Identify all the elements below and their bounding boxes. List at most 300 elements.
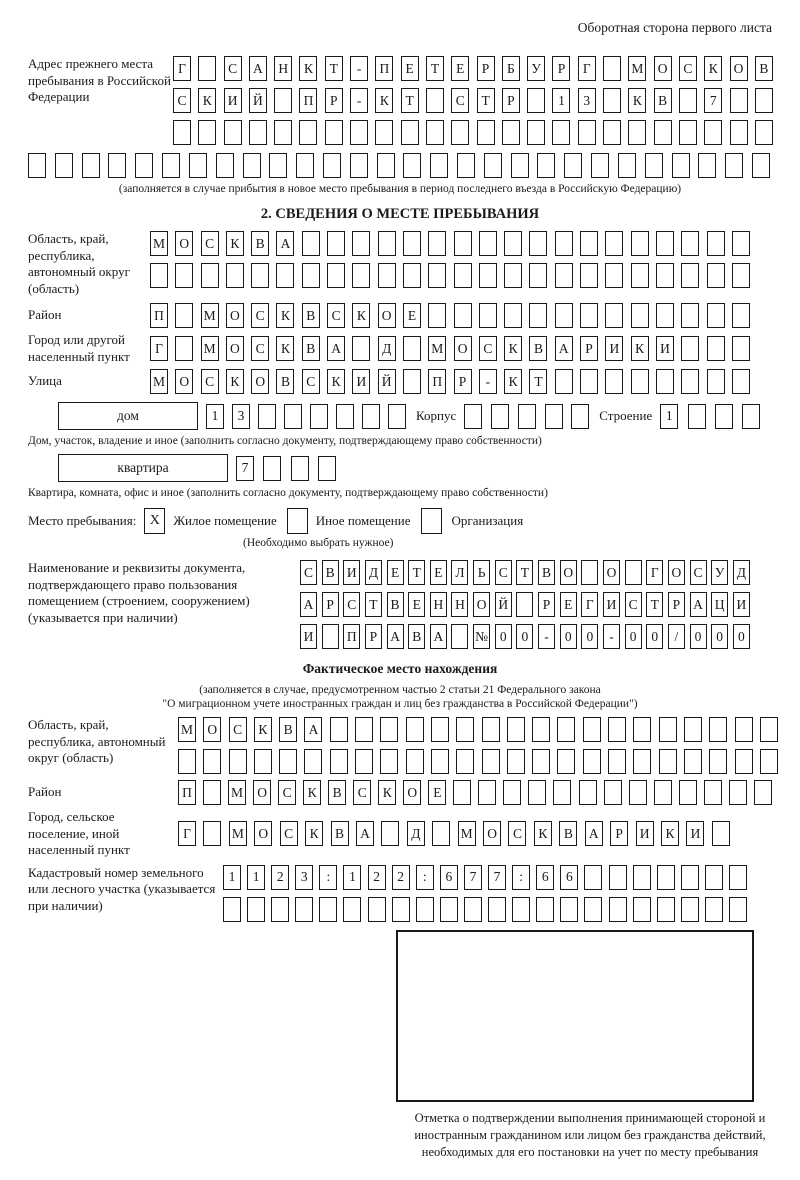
char-cell[interactable]: А <box>276 231 294 256</box>
char-cell[interactable] <box>681 263 699 288</box>
char-cell[interactable] <box>625 560 642 585</box>
char-cell[interactable] <box>189 153 207 178</box>
char-cell[interactable] <box>491 404 509 429</box>
char-cell[interactable]: В <box>538 560 555 585</box>
char-cell[interactable] <box>254 749 272 774</box>
char-cell[interactable] <box>388 404 406 429</box>
char-cell[interactable] <box>502 120 520 145</box>
char-cell[interactable] <box>299 120 317 145</box>
char-cell[interactable]: В <box>559 821 577 846</box>
char-cell[interactable]: К <box>661 821 679 846</box>
char-cell[interactable] <box>657 897 675 922</box>
char-cell[interactable]: 1 <box>343 865 361 890</box>
char-cell[interactable] <box>274 88 292 113</box>
char-cell[interactable] <box>216 153 234 178</box>
char-cell[interactable]: О <box>730 56 748 81</box>
char-cell[interactable] <box>684 717 702 742</box>
char-cell[interactable]: 3 <box>232 404 250 429</box>
char-cell[interactable]: С <box>280 821 298 846</box>
char-cell[interactable]: - <box>479 369 497 394</box>
char-cell[interactable] <box>226 263 244 288</box>
char-cell[interactable] <box>454 303 472 328</box>
char-cell[interactable] <box>426 120 444 145</box>
char-cell[interactable]: О <box>226 336 244 361</box>
char-cell[interactable]: / <box>668 624 685 649</box>
char-cell[interactable] <box>618 153 636 178</box>
char-cell[interactable] <box>672 153 690 178</box>
char-cell[interactable] <box>479 231 497 256</box>
char-cell[interactable]: Р <box>552 56 570 81</box>
char-cell[interactable]: Р <box>477 56 495 81</box>
char-cell[interactable]: К <box>504 336 522 361</box>
char-cell[interactable] <box>605 263 623 288</box>
char-cell[interactable] <box>681 231 699 256</box>
char-cell[interactable]: М <box>458 821 476 846</box>
char-cell[interactable] <box>380 717 398 742</box>
char-cell[interactable]: И <box>603 592 620 617</box>
char-cell[interactable] <box>681 897 699 922</box>
char-cell[interactable] <box>403 153 421 178</box>
char-cell[interactable] <box>323 153 341 178</box>
char-cell[interactable]: П <box>178 780 196 805</box>
char-cell[interactable] <box>684 749 702 774</box>
char-cell[interactable] <box>603 88 621 113</box>
char-cell[interactable] <box>291 456 309 481</box>
char-cell[interactable] <box>730 88 748 113</box>
char-cell[interactable]: У <box>711 560 728 585</box>
char-cell[interactable]: К <box>226 369 244 394</box>
char-cell[interactable]: 6 <box>440 865 458 890</box>
char-cell[interactable] <box>302 231 320 256</box>
char-cell[interactable] <box>431 717 449 742</box>
char-cell[interactable]: 0 <box>516 624 533 649</box>
char-cell[interactable] <box>431 749 449 774</box>
char-cell[interactable]: Й <box>249 88 267 113</box>
char-cell[interactable] <box>203 821 221 846</box>
char-cell[interactable] <box>175 336 193 361</box>
char-cell[interactable]: 0 <box>625 624 642 649</box>
char-cell[interactable] <box>681 336 699 361</box>
char-cell[interactable] <box>729 780 747 805</box>
char-cell[interactable] <box>279 749 297 774</box>
char-cell[interactable] <box>555 303 573 328</box>
char-cell[interactable] <box>355 717 373 742</box>
char-cell[interactable]: Г <box>646 560 663 585</box>
char-cell[interactable]: А <box>304 717 322 742</box>
char-cell[interactable] <box>362 404 380 429</box>
char-cell[interactable] <box>557 749 575 774</box>
char-cell[interactable]: М <box>628 56 646 81</box>
char-cell[interactable] <box>707 336 725 361</box>
char-cell[interactable]: В <box>387 592 404 617</box>
char-cell[interactable]: Т <box>646 592 663 617</box>
char-cell[interactable]: 0 <box>690 624 707 649</box>
char-cell[interactable]: С <box>278 780 296 805</box>
char-cell[interactable] <box>310 404 328 429</box>
char-cell[interactable] <box>426 88 444 113</box>
char-cell[interactable] <box>516 592 533 617</box>
char-cell[interactable] <box>135 153 153 178</box>
char-cell[interactable] <box>688 404 706 429</box>
char-cell[interactable]: Р <box>365 624 382 649</box>
char-cell[interactable]: В <box>529 336 547 361</box>
char-cell[interactable]: Г <box>578 56 596 81</box>
char-cell[interactable]: О <box>473 592 490 617</box>
char-cell[interactable] <box>555 231 573 256</box>
char-cell[interactable]: К <box>327 369 345 394</box>
char-cell[interactable] <box>645 153 663 178</box>
char-cell[interactable] <box>580 231 598 256</box>
char-cell[interactable] <box>82 153 100 178</box>
char-cell[interactable] <box>503 780 521 805</box>
char-cell[interactable]: Т <box>516 560 533 585</box>
char-cell[interactable] <box>732 303 750 328</box>
char-cell[interactable]: П <box>428 369 446 394</box>
char-cell[interactable]: С <box>479 336 497 361</box>
char-cell[interactable]: Г <box>150 336 168 361</box>
char-cell[interactable] <box>392 897 410 922</box>
char-cell[interactable] <box>430 153 448 178</box>
char-cell[interactable]: Д <box>407 821 425 846</box>
char-cell[interactable]: 2 <box>392 865 410 890</box>
char-cell[interactable] <box>555 263 573 288</box>
char-cell[interactable] <box>336 404 354 429</box>
char-cell[interactable] <box>555 369 573 394</box>
char-cell[interactable] <box>654 120 672 145</box>
char-cell[interactable] <box>732 231 750 256</box>
char-cell[interactable]: С <box>173 88 191 113</box>
char-cell[interactable] <box>553 780 571 805</box>
char-cell[interactable]: М <box>178 717 196 742</box>
char-cell[interactable] <box>529 303 547 328</box>
char-cell[interactable] <box>507 717 525 742</box>
char-cell[interactable] <box>752 153 770 178</box>
char-cell[interactable] <box>406 717 424 742</box>
char-cell[interactable] <box>28 153 46 178</box>
char-cell[interactable] <box>584 897 602 922</box>
char-cell[interactable]: К <box>628 88 646 113</box>
char-cell[interactable]: 1 <box>660 404 678 429</box>
char-cell[interactable] <box>681 303 699 328</box>
char-cell[interactable] <box>378 263 396 288</box>
char-cell[interactable]: 0 <box>711 624 728 649</box>
char-cell[interactable] <box>552 120 570 145</box>
char-cell[interactable] <box>528 780 546 805</box>
char-cell[interactable] <box>403 336 421 361</box>
char-cell[interactable]: Р <box>668 592 685 617</box>
char-cell[interactable]: С <box>302 369 320 394</box>
char-cell[interactable]: А <box>690 592 707 617</box>
char-cell[interactable]: - <box>603 624 620 649</box>
char-cell[interactable]: С <box>201 369 219 394</box>
char-cell[interactable]: М <box>150 231 168 256</box>
char-cell[interactable] <box>482 717 500 742</box>
char-cell[interactable] <box>318 456 336 481</box>
char-cell[interactable] <box>201 263 219 288</box>
char-cell[interactable] <box>330 717 348 742</box>
char-cell[interactable]: К <box>276 336 294 361</box>
char-cell[interactable] <box>432 821 450 846</box>
char-cell[interactable] <box>403 263 421 288</box>
char-cell[interactable]: Т <box>477 88 495 113</box>
char-cell[interactable] <box>403 369 421 394</box>
char-cell[interactable] <box>709 749 727 774</box>
char-cell[interactable] <box>352 231 370 256</box>
char-cell[interactable] <box>698 153 716 178</box>
char-cell[interactable] <box>512 897 530 922</box>
char-cell[interactable]: В <box>251 231 269 256</box>
char-cell[interactable]: Е <box>560 592 577 617</box>
char-cell[interactable]: В <box>328 780 346 805</box>
char-cell[interactable] <box>276 263 294 288</box>
char-cell[interactable] <box>488 897 506 922</box>
char-cell[interactable] <box>527 88 545 113</box>
char-cell[interactable] <box>580 303 598 328</box>
char-cell[interactable]: Л <box>451 560 468 585</box>
char-cell[interactable]: С <box>201 231 219 256</box>
char-cell[interactable]: Г <box>173 56 191 81</box>
char-cell[interactable] <box>679 120 697 145</box>
char-cell[interactable]: М <box>150 369 168 394</box>
char-cell[interactable] <box>224 120 242 145</box>
char-cell[interactable] <box>732 336 750 361</box>
char-cell[interactable] <box>679 780 697 805</box>
char-cell[interactable] <box>631 231 649 256</box>
char-cell[interactable] <box>732 263 750 288</box>
char-cell[interactable] <box>451 120 469 145</box>
char-cell[interactable] <box>406 749 424 774</box>
char-cell[interactable] <box>659 717 677 742</box>
char-cell[interactable] <box>583 749 601 774</box>
char-cell[interactable] <box>583 717 601 742</box>
char-cell[interactable] <box>755 88 773 113</box>
char-cell[interactable]: О <box>226 303 244 328</box>
char-cell[interactable] <box>729 897 747 922</box>
char-cell[interactable] <box>709 717 727 742</box>
char-cell[interactable] <box>178 749 196 774</box>
char-cell[interactable]: К <box>226 231 244 256</box>
char-cell[interactable] <box>482 749 500 774</box>
char-cell[interactable]: № <box>473 624 490 649</box>
char-cell[interactable] <box>453 780 471 805</box>
char-cell[interactable] <box>251 263 269 288</box>
char-cell[interactable]: 0 <box>646 624 663 649</box>
char-cell[interactable]: И <box>733 592 750 617</box>
char-cell[interactable]: Н <box>451 592 468 617</box>
char-cell[interactable] <box>511 153 529 178</box>
char-cell[interactable]: О <box>603 560 620 585</box>
char-cell[interactable]: 1 <box>223 865 241 890</box>
char-cell[interactable] <box>325 120 343 145</box>
char-cell[interactable] <box>377 153 395 178</box>
char-cell[interactable]: О <box>378 303 396 328</box>
char-cell[interactable]: 1 <box>206 404 224 429</box>
char-cell[interactable] <box>327 263 345 288</box>
char-cell[interactable] <box>564 153 582 178</box>
char-cell[interactable]: Ь <box>473 560 490 585</box>
char-cell[interactable] <box>327 231 345 256</box>
char-cell[interactable]: О <box>654 56 672 81</box>
char-cell[interactable] <box>203 749 221 774</box>
char-cell[interactable]: 6 <box>536 865 554 890</box>
char-cell[interactable] <box>198 120 216 145</box>
char-cell[interactable]: С <box>679 56 697 81</box>
char-cell[interactable]: А <box>356 821 374 846</box>
char-cell[interactable] <box>504 263 522 288</box>
char-cell[interactable]: С <box>300 560 317 585</box>
char-cell[interactable]: К <box>704 56 722 81</box>
char-cell[interactable]: - <box>350 56 368 81</box>
char-cell[interactable]: М <box>228 780 246 805</box>
char-cell[interactable] <box>580 263 598 288</box>
char-cell[interactable]: Е <box>451 56 469 81</box>
char-cell[interactable] <box>656 263 674 288</box>
char-cell[interactable]: К <box>375 88 393 113</box>
char-cell[interactable]: С <box>229 717 247 742</box>
char-cell[interactable]: : <box>319 865 337 890</box>
char-cell[interactable]: Н <box>430 592 447 617</box>
char-cell[interactable]: К <box>254 717 272 742</box>
char-cell[interactable] <box>735 749 753 774</box>
char-cell[interactable] <box>504 231 522 256</box>
char-cell[interactable]: А <box>430 624 447 649</box>
char-cell[interactable] <box>715 404 733 429</box>
char-cell[interactable] <box>375 120 393 145</box>
char-cell[interactable] <box>440 897 458 922</box>
char-cell[interactable]: Д <box>378 336 396 361</box>
char-cell[interactable]: Р <box>610 821 628 846</box>
char-cell[interactable] <box>428 231 446 256</box>
char-cell[interactable] <box>579 780 597 805</box>
char-cell[interactable] <box>243 153 261 178</box>
char-cell[interactable] <box>504 303 522 328</box>
char-cell[interactable] <box>381 821 399 846</box>
char-cell[interactable]: К <box>299 56 317 81</box>
char-cell[interactable] <box>571 404 589 429</box>
char-cell[interactable] <box>707 369 725 394</box>
char-cell[interactable] <box>401 120 419 145</box>
char-cell[interactable] <box>162 153 180 178</box>
char-cell[interactable] <box>681 369 699 394</box>
char-cell[interactable] <box>322 624 339 649</box>
char-cell[interactable]: К <box>198 88 216 113</box>
char-cell[interactable]: С <box>251 336 269 361</box>
char-cell[interactable] <box>581 560 598 585</box>
char-cell[interactable] <box>428 263 446 288</box>
char-cell[interactable] <box>755 120 773 145</box>
char-cell[interactable]: И <box>636 821 654 846</box>
char-cell[interactable] <box>479 263 497 288</box>
char-cell[interactable]: Т <box>426 56 444 81</box>
char-cell[interactable] <box>628 120 646 145</box>
char-cell[interactable]: - <box>350 88 368 113</box>
char-cell[interactable]: О <box>203 717 221 742</box>
char-cell[interactable]: С <box>690 560 707 585</box>
checkbox-organizaciya[interactable] <box>421 508 442 534</box>
char-cell[interactable]: 7 <box>488 865 506 890</box>
char-cell[interactable] <box>609 865 627 890</box>
char-cell[interactable]: Е <box>430 560 447 585</box>
char-cell[interactable] <box>175 303 193 328</box>
char-cell[interactable]: Т <box>408 560 425 585</box>
char-cell[interactable] <box>247 897 265 922</box>
char-cell[interactable] <box>603 120 621 145</box>
char-cell[interactable] <box>760 749 778 774</box>
char-cell[interactable] <box>725 153 743 178</box>
char-cell[interactable]: И <box>300 624 317 649</box>
char-cell[interactable] <box>705 897 723 922</box>
char-cell[interactable] <box>350 120 368 145</box>
char-cell[interactable]: Е <box>408 592 425 617</box>
char-cell[interactable]: В <box>302 336 320 361</box>
char-cell[interactable] <box>454 263 472 288</box>
char-cell[interactable]: К <box>534 821 552 846</box>
char-cell[interactable] <box>681 865 699 890</box>
char-cell[interactable]: - <box>538 624 555 649</box>
char-cell[interactable]: Т <box>529 369 547 394</box>
char-cell[interactable]: К <box>305 821 323 846</box>
char-cell[interactable] <box>269 153 287 178</box>
char-cell[interactable] <box>705 865 723 890</box>
char-cell[interactable]: А <box>555 336 573 361</box>
char-cell[interactable]: 7 <box>464 865 482 890</box>
char-cell[interactable]: А <box>327 336 345 361</box>
char-cell[interactable]: 0 <box>733 624 750 649</box>
char-cell[interactable] <box>518 404 536 429</box>
checkbox-zhiloe[interactable]: X <box>144 508 165 534</box>
char-cell[interactable] <box>591 153 609 178</box>
char-cell[interactable] <box>350 153 368 178</box>
char-cell[interactable]: В <box>654 88 672 113</box>
char-cell[interactable]: И <box>605 336 623 361</box>
char-cell[interactable] <box>604 780 622 805</box>
char-cell[interactable]: И <box>343 560 360 585</box>
char-cell[interactable] <box>608 717 626 742</box>
char-cell[interactable]: О <box>668 560 685 585</box>
char-cell[interactable]: В <box>331 821 349 846</box>
char-cell[interactable]: 2 <box>271 865 289 890</box>
char-cell[interactable]: Е <box>403 303 421 328</box>
char-cell[interactable]: О <box>175 231 193 256</box>
char-cell[interactable]: Р <box>454 369 472 394</box>
char-cell[interactable] <box>656 303 674 328</box>
char-cell[interactable]: К <box>352 303 370 328</box>
char-cell[interactable]: И <box>224 88 242 113</box>
char-cell[interactable]: 2 <box>368 865 386 890</box>
char-cell[interactable] <box>484 153 502 178</box>
char-cell[interactable] <box>296 153 314 178</box>
char-cell[interactable]: О <box>454 336 472 361</box>
char-cell[interactable]: Е <box>387 560 404 585</box>
char-cell[interactable] <box>605 369 623 394</box>
char-cell[interactable]: К <box>631 336 649 361</box>
char-cell[interactable]: П <box>150 303 168 328</box>
char-cell[interactable] <box>712 821 730 846</box>
char-cell[interactable] <box>707 303 725 328</box>
char-cell[interactable] <box>330 749 348 774</box>
char-cell[interactable]: К <box>276 303 294 328</box>
char-cell[interactable] <box>707 231 725 256</box>
char-cell[interactable] <box>730 120 748 145</box>
char-cell[interactable]: К <box>504 369 522 394</box>
char-cell[interactable] <box>735 717 753 742</box>
char-cell[interactable] <box>403 231 421 256</box>
char-cell[interactable]: Д <box>733 560 750 585</box>
char-cell[interactable] <box>605 303 623 328</box>
char-cell[interactable]: 3 <box>578 88 596 113</box>
char-cell[interactable] <box>352 336 370 361</box>
char-cell[interactable] <box>198 56 216 81</box>
